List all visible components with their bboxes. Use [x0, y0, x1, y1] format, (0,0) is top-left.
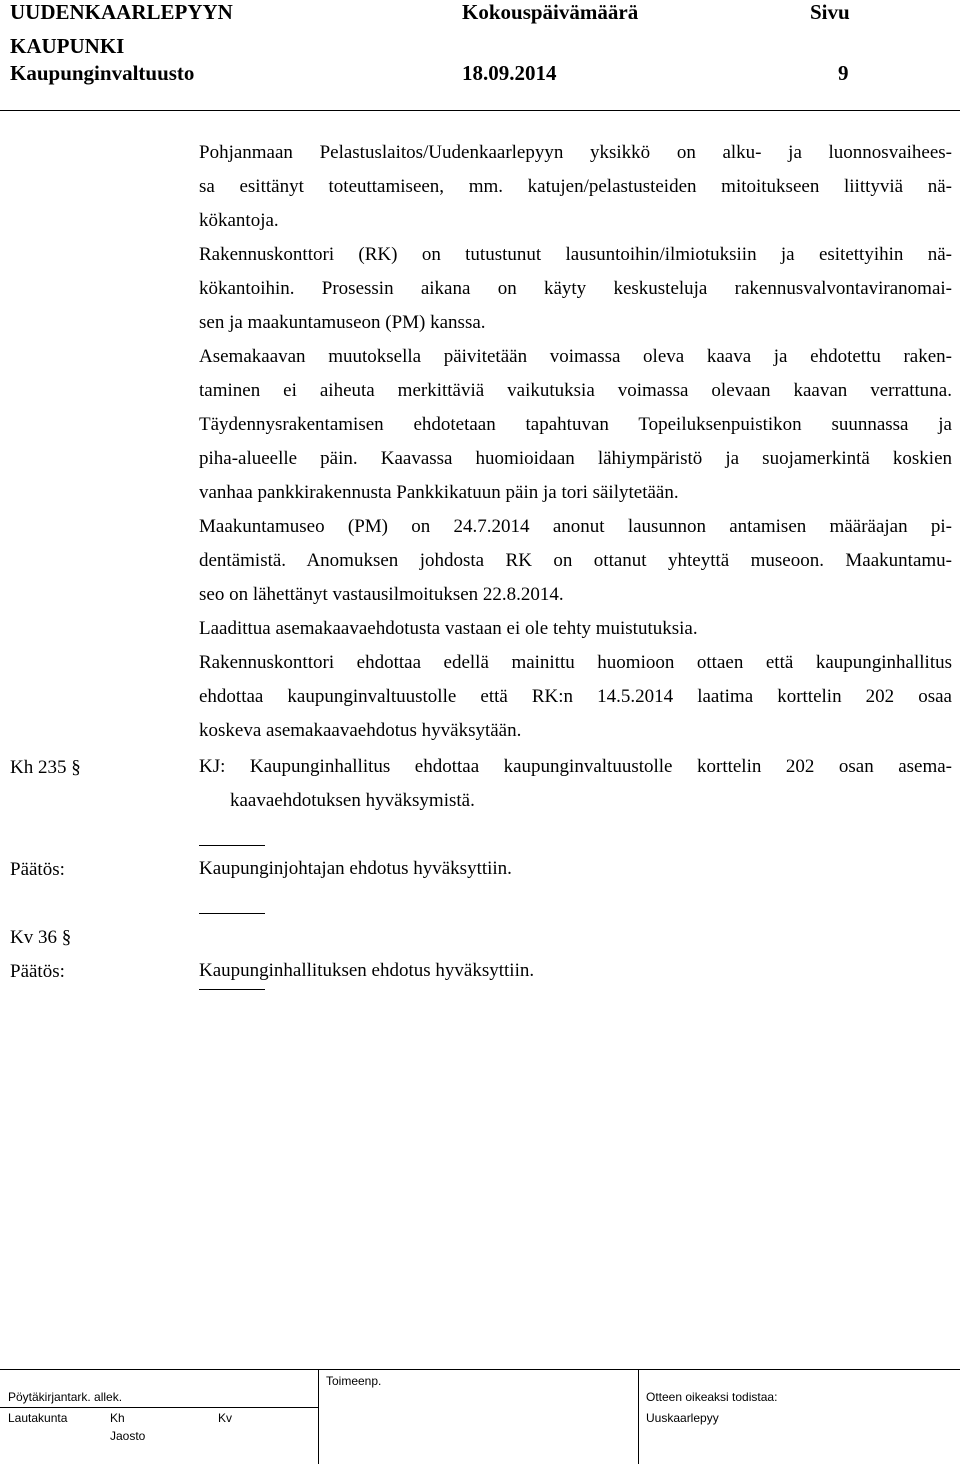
separator-line [199, 913, 265, 914]
footer-inner-rule [0, 1407, 318, 1408]
minutes-checker-label: Pöytäkirjantark. allek. [8, 1390, 123, 1404]
date-label: Kokouspäivämäärä [462, 0, 639, 24]
body-line: vanhaa pankkirakennusta Pankkikatuun päin ja tori säilytetään. [199, 482, 679, 503]
body-line: Rakennuskonttori ehdottaa edellä mainittu huomioon ottaen että kaupunginhallitus [199, 652, 952, 673]
body-line: sa esittänyt toteuttamiseen, mm. katujen/pelastusteiden mitoitukseen liittyviä nä- [199, 176, 952, 197]
body-line: Täydennysrakentamisen ehdotetaan tapahtuvan Topeiluksenpuistikon suunnassa ja [199, 414, 952, 435]
kh-section-ref: Kh 235 § [10, 757, 81, 778]
body-line: Laadittua asemakaavaehdotusta vastaan ei ole tehty muistutuksia. [199, 618, 698, 639]
kh-proposal: KJ: Kaupunginhallitus ehdottaa kaupunginvaltuustolle korttelin 202 osan asema- [199, 756, 952, 777]
footer-col-kv: Kv [218, 1411, 233, 1425]
body-line: piha-alueelle päin. Kaavassa huomioidaan lähiympäristö ja suojamerkintä koskien [199, 448, 952, 469]
kv-decision-text: Kaupunginhallituksen ehdotus hyväksyttiin. [199, 960, 535, 981]
footer-divider [638, 1369, 639, 1464]
org-name-line1: UUDENKAARLEPYYN [10, 0, 233, 24]
certified-label: Otteen oikeaksi todistaa: [646, 1390, 778, 1404]
kh-decision-label: Päätös: [10, 859, 65, 880]
footer-col-kh: Kh [110, 1411, 125, 1425]
page-number: 9 [838, 61, 849, 85]
header-rule [0, 110, 960, 111]
certified-place: Uuskaarlepyy [646, 1411, 719, 1425]
body-line: dentämistä. Anomuksen johdosta RK on ottanut yhteyttä museoon. Maakuntamu- [199, 550, 952, 571]
kh-proposal-continued: kaavaehdotuksen hyväksymistä. [230, 790, 475, 811]
body-name: Kaupunginvaltuusto [10, 61, 195, 85]
footer-rule [0, 1369, 960, 1370]
body-line: Pohjanmaan Pelastuslaitos/Uudenkaarlepyyn yksikkö on alku- ja luonnosvaihees- [199, 142, 952, 163]
execution-label: Toimeenp. [326, 1374, 382, 1388]
body-line: seo on lähettänyt vastausilmoituksen 22.8.2014. [199, 584, 564, 605]
kv-decision-label: Päätös: [10, 961, 65, 982]
footer-col-lautakunta: Lautakunta [8, 1411, 68, 1425]
separator-line [199, 845, 265, 846]
kh-decision-text: Kaupunginjohtajan ehdotus hyväksyttiin. [199, 858, 512, 879]
body-line: ehdottaa kaupunginvaltuustolle että RK:n 14.5.2014 laatima korttelin 202 osaa [199, 686, 952, 707]
body-line: taminen ei aiheuta merkittäviä vaikutuksia voimassa olevaan kaavan verrattuna. [199, 380, 952, 401]
kv-section-ref: Kv 36 § [10, 927, 72, 948]
body-line: sen ja maakuntamuseon (PM) kanssa. [199, 312, 486, 333]
body-line: Asemakaavan muutoksella päivitetään voimassa oleva kaava ja ehdotettu raken- [199, 346, 952, 367]
separator-line [199, 989, 265, 990]
body-line: kökantoihin. Prosessin aikana on käyty keskusteluja rakennusvalvontaviranomai- [199, 278, 952, 299]
body-line: Rakennuskonttori (RK) on tutustunut lausuntoihin/ilmiotuksiin ja esitettyihin nä- [199, 244, 952, 265]
org-name-line2: KAUPUNKI [10, 34, 125, 58]
page-label: Sivu [810, 0, 850, 24]
body-line: kökantoja. [199, 210, 279, 231]
date-value: 18.09.2014 [462, 61, 557, 85]
body-line: koskeva asemakaavaehdotus hyväksytään. [199, 720, 522, 741]
footer-col-jaosto: Jaosto [110, 1429, 146, 1443]
body-line: Maakuntamuseo (PM) on 24.7.2014 anonut lausunnon antamisen määräajan pi- [199, 516, 952, 537]
footer-divider [318, 1369, 319, 1464]
